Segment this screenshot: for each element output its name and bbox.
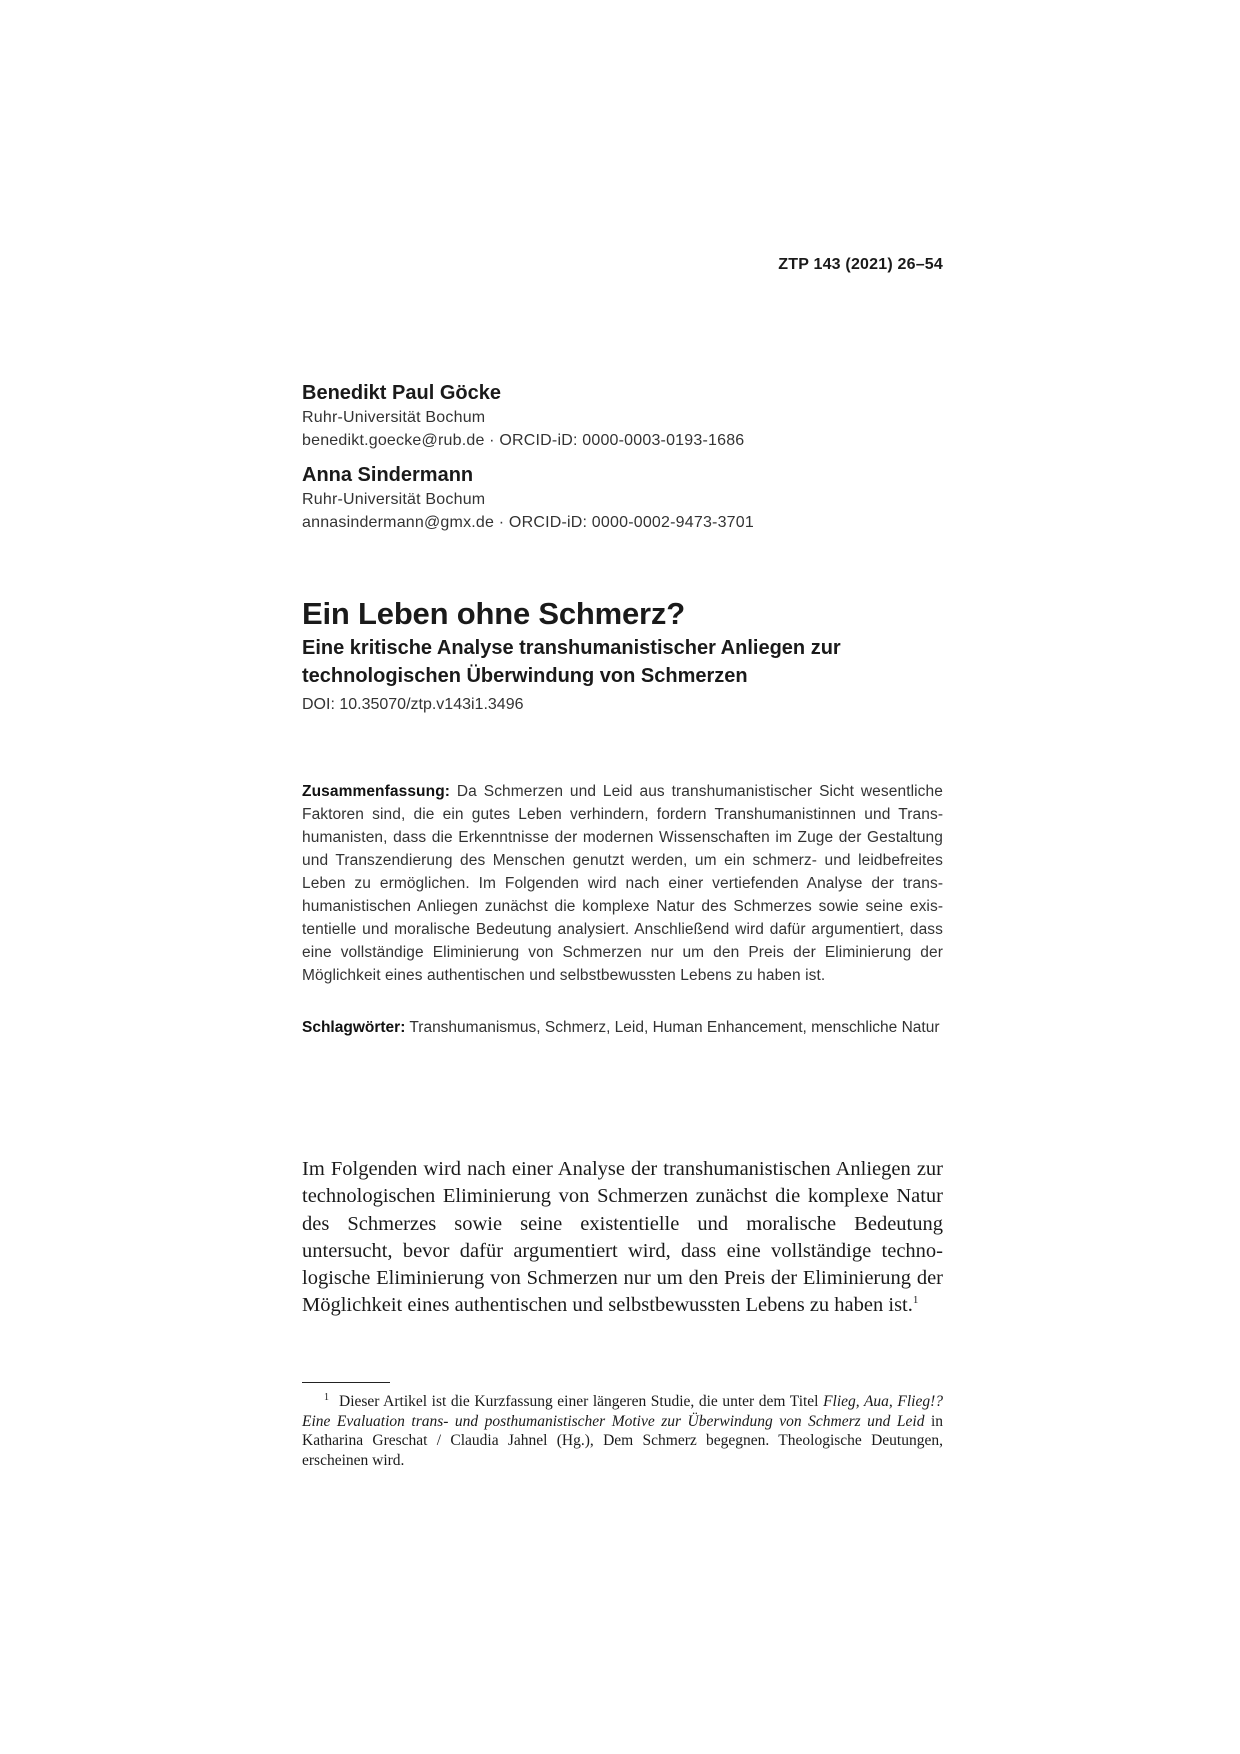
article-subtitle-line-2: technologischen Überwindung von Schmerzen xyxy=(302,665,748,687)
abstract-label: Zusammenfassung: xyxy=(302,783,451,800)
keywords-text: Transhumanismus, Schmerz, Leid, Human Enhancement, menschliche Natur xyxy=(409,1019,940,1036)
footnote-number: 1 xyxy=(324,1391,329,1403)
author-affiliation: Ruhr-Universität Bochum xyxy=(302,491,486,508)
author-affiliation: Ruhr-Universität Bochum xyxy=(302,409,486,426)
article-subtitle-line-1: Eine kritische Analyse transhumanistischer Anliegen zur xyxy=(302,637,841,659)
abstract xyxy=(302,780,943,987)
keywords-label: Schlagwörter: xyxy=(302,1019,406,1036)
author-contact: benedikt.goecke@rub.de · ORCID-iD: 0000-0003-0193-1686 xyxy=(302,432,745,449)
journal-reference: ZTP 143 (2021) 26–54 xyxy=(778,256,943,273)
footnote-text-before: Dieser Artikel ist die Kurzfassung einer längeren Studie, die unter dem Titel xyxy=(339,1393,824,1410)
author-name: Benedikt Paul Göcke xyxy=(302,382,501,404)
author-contact: annasindermann@gmx.de · ORCID-iD: 0000-0002-9473-3701 xyxy=(302,514,754,531)
footnote-text-after: in Katharina Greschat / Claudia Jahnel (Hg.), Dem Schmerz begegnen. Theologische Deutungen, erscheinen wird. xyxy=(302,1412,943,1469)
title-block xyxy=(302,594,943,716)
article-doi: DOI: 10.35070/ztp.v143i1.3496 xyxy=(302,696,524,713)
keywords xyxy=(302,1016,962,1039)
article-title: Ein Leben ohne Schmerz? xyxy=(302,596,685,631)
abstract-text: Da Schmerzen und Leid aus transhumanistischer Sicht wesentliche Faktoren sind, die ein gutes Leben verhindern, fordern Transhumanistinnen und Transhumanisten, dass die Erkenntnisse der modernen Wissenschaften im Zuge der Gestaltung und Transzendierung des Menschen genutzt werden, um ein schmerz- und leidbefreites Leben zu ermöglichen. Im Folgenden wird nach einer vertiefenden Analyse der transhumanistischen Anliegen zunächst die komplexe Natur des Schmerzes sowie seine existentielle und moralische Bedeutung analysiert. Anschließend wird dafür argumentiert, dass eine vollständige Eliminierung von Schmerzen nur um den Preis der Eliminierung der Möglichkeit eines authentischen und selbstbewussten Lebens zu haben ist. xyxy=(302,783,943,984)
author-block-1 xyxy=(302,380,943,452)
body-paragraph-text: Im Folgenden wird nach einer Analyse der transhumanistischen Anliegen zur technologischen Eliminierung von Schmerzen zunächst die komplexe Natur des Schmerzes sowie seine existentielle und moralische Bedeutung untersucht, bevor dafür argumentiert wird, dass eine vollständige technologische Eliminierung von Schmerzen nur um den Preis der Eliminierung der Möglichkeit eines authentischen und selbstbewussten Lebens zu haben ist. xyxy=(302,1158,943,1317)
author-name: Anna Sindermann xyxy=(302,464,474,486)
author-block-2 xyxy=(302,462,943,534)
footnote-divider xyxy=(302,1382,390,1383)
footnote xyxy=(302,1392,943,1470)
footnote-cited-title: Flieg, Aua, Flieg!? Eine Evaluation trans- und posthumanistischer Motive zur Überwindung von Schmerz und Leid xyxy=(302,1393,944,1430)
footnote-reference: 1 xyxy=(912,1294,919,1307)
body-paragraph xyxy=(302,1156,943,1320)
